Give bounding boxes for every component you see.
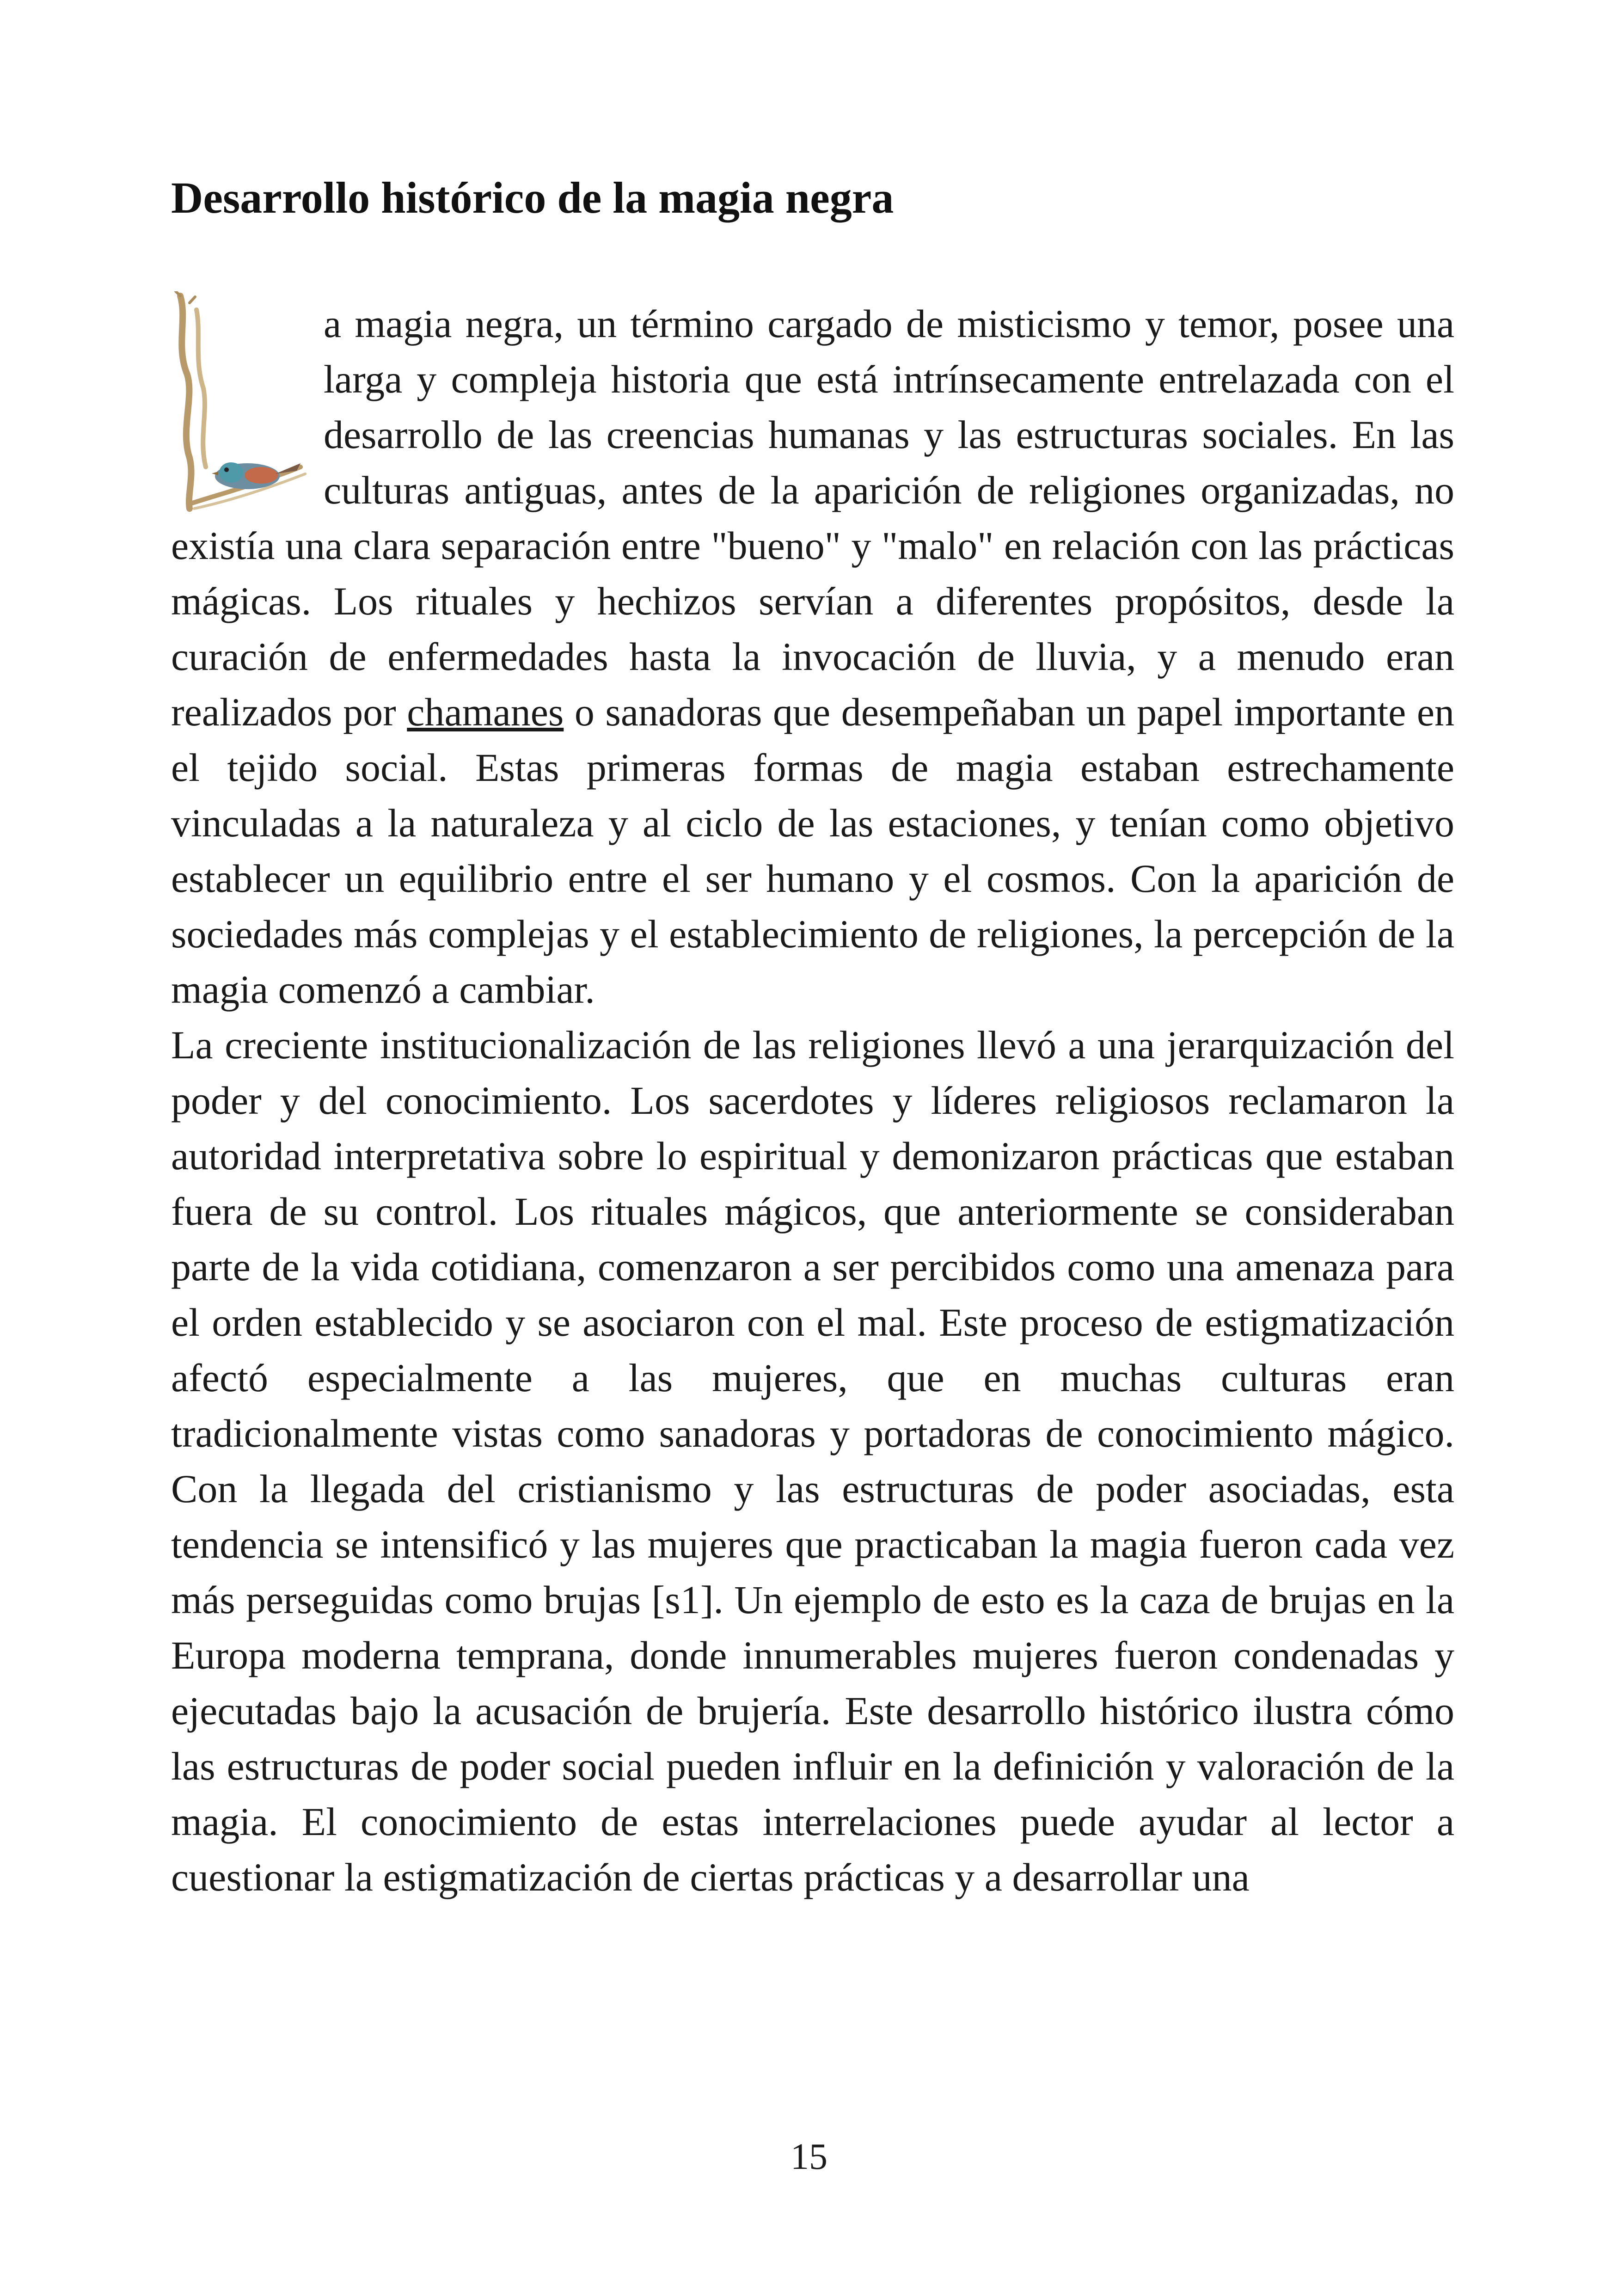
paragraph-1-text-start: a magia negra, un término cargado de misticismo y temor, posee una larga y compleja historia que está intrínsecamente entrelazada con el desarrollo de las creencias humanas y las estructuras sociales. En las culturas antiguas, antes de la aparición de religiones organizadas, no existía una clara separación entre "bueno" y "malo" en relación con las prácticas mágicas. Los rituales y hechizos servían a diferentes propósitos, desde la curación de enfermedades hasta la invocación de lluvia, y a menudo eran realizados por (171, 301, 1454, 734)
page-number: 15 (791, 2136, 827, 2177)
paragraph-2: La creciente institucionalización de las religiones llevó a una jerarquización del poder y del conocimiento. Los sacerdotes y líderes religiosos reclamaron la autoridad interpretativa sobre lo espiritual y demonizaron prácticas que estaban fuera de su control. Los rituales mágicos, que anteriormente se consideraban parte de la vida cotidiana, comenzaron a ser percibidos como una amenaza para el orden establecido y se asociaron con el mal. Este proceso de estigmatización afectó especialmente a las mujeres, que en muchas culturas eran tradicionalmente vistas como sanadoras y portadoras de conocimiento mágico. Con la llegada del cristianismo y las estructuras de poder asociadas, esta tendencia se intensificó y las mujeres que practicaban la magia fueron cada vez más perseguidas como brujas [s1]. Un ejemplo de esto es la caza de brujas en la Europa moderna temprana, donde innumerables mujeres fueron condenadas y ejecutadas bajo la acusación de brujería. Este desarrollo histórico ilustra cómo las estructuras de poder social pueden influir en la definición y valoración de la magia. El conocimiento de estas interrelaciones puede ayudar al lector a cuestionar la estigmatización de ciertas prácticas y a desarrollar una (171, 1023, 1454, 1899)
article-body (171, 296, 1454, 1905)
paragraph-1-text-end: o sanadoras que desempeñaban un papel importante en el tejido social. Estas primeras formas de magia estaban estrechamente vinculadas a la naturaleza y al ciclo de las estaciones, y tenían como objetivo establecer un equilibrio entre el ser humano y el cosmos. Con la aparición de sociedades más complejas y el establecimiento de religiones, la percepción de la magia comenzó a cambiar. (171, 690, 1455, 1012)
paragraph-1 (171, 296, 1454, 1017)
page-title: Desarrollo histórico de la magia negra (171, 173, 894, 222)
drop-cap-spacer (171, 296, 324, 518)
chamanes-link[interactable]: chamanes (407, 690, 564, 734)
